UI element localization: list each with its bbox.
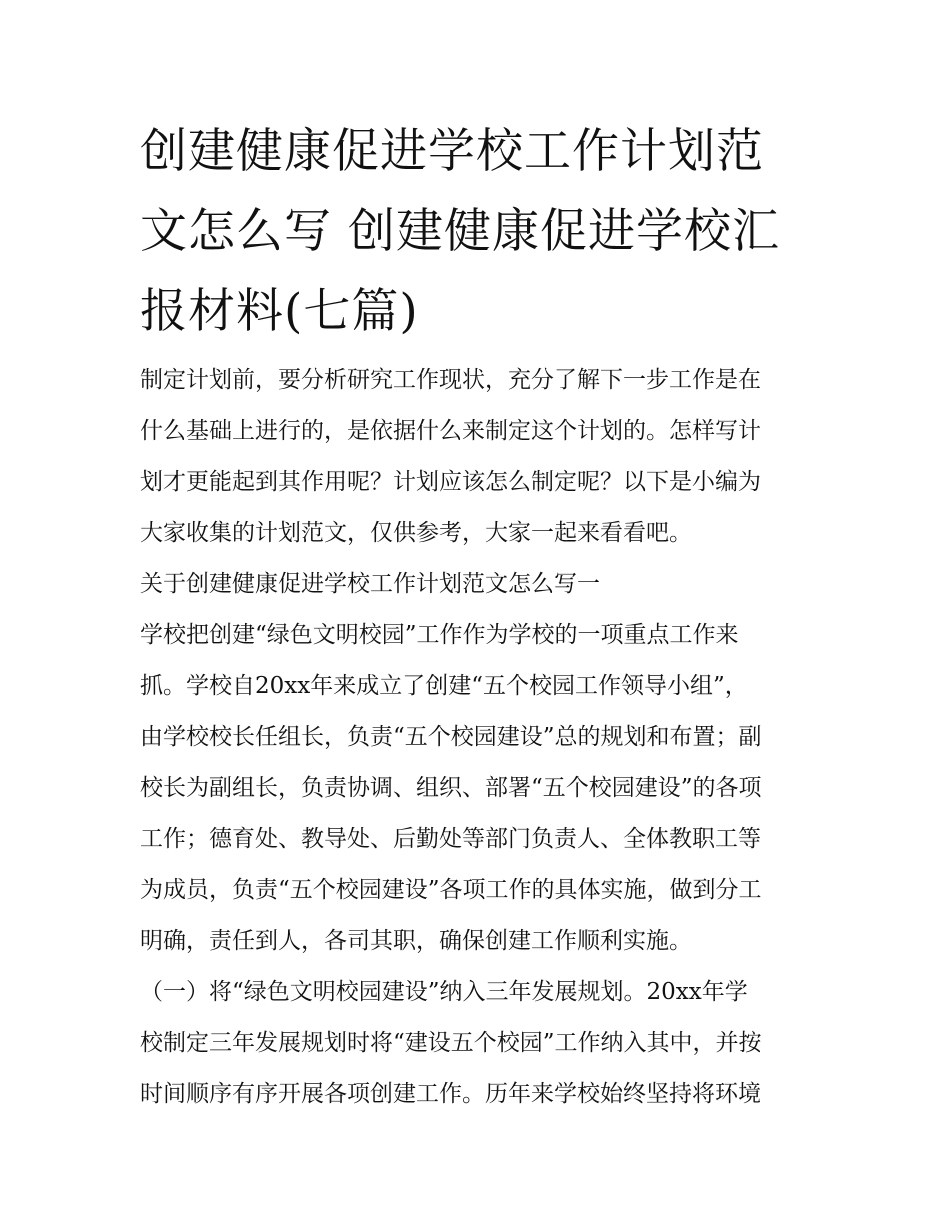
paragraph-line: 学校把创建“绿色文明校园”工作作为学校的一项重点工作来 <box>140 622 739 648</box>
paragraph-line: 为成员，负责“五个校园建设”各项工作的具体实施，做到分工 <box>140 877 762 903</box>
paragraph-line: 校长为副组长，负责协调、组织、部署“五个校园建设”的各项 <box>140 775 762 801</box>
paragraph-line: 工作；德育处、教导处、后勤处等部门负责人、全体教职工等 <box>140 826 761 852</box>
intro-line: 大家收集的计划范文，仅供参考，大家一起来看看吧。 <box>140 520 692 546</box>
paragraph-line: 校制定三年发展规划时将“建设五个校园”工作纳入其中，并按 <box>140 1030 762 1056</box>
section-heading: 关于创建健康促进学校工作计划范文怎么写一 <box>140 571 600 597</box>
document-title <box>140 112 820 352</box>
paragraph-line: 明确，责任到人，各司其职，确保创建工作顺利实施。 <box>140 928 692 954</box>
intro-line: 制定计划前，要分析研究工作现状，充分了解下一步工作是在 <box>140 367 761 393</box>
intro-line: 什么基础上进行的，是依据什么来制定这个计划的。怎样写计 <box>140 418 761 444</box>
title-line: 报材料(七篇) <box>140 284 419 339</box>
intro-line: 划才更能起到其作用呢？计划应该怎么制定呢？以下是小编为 <box>140 469 761 495</box>
title-line: 文怎么写 创建健康促进学校汇 <box>140 204 780 259</box>
paragraph-line: 时间顺序有序开展各项创建工作。历年来学校始终坚持将环境 <box>140 1081 761 1107</box>
document-body <box>140 355 820 1120</box>
paragraph-line: 抓。学校自20xx年来成立了创建“五个校园工作领导小组”， <box>140 673 748 699</box>
paragraph-line: 由学校校长任组长，负责“五个校园建设”总的规划和布置；副 <box>140 724 762 750</box>
paragraph-line: （一）将“绿色文明校园建设”纳入三年发展规划。20xx年学 <box>140 979 748 1005</box>
title-line: 创建健康促进学校工作计划范 <box>140 124 764 179</box>
